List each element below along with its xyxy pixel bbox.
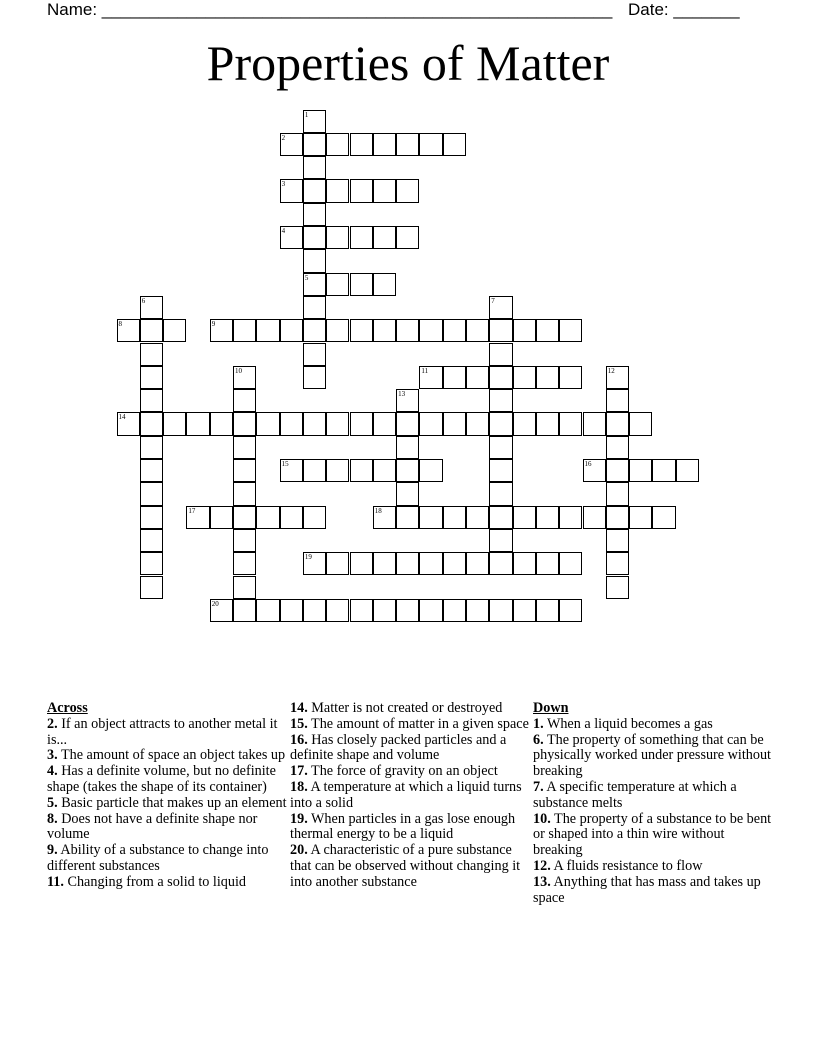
grid-cell[interactable] [489,506,512,529]
grid-cell[interactable] [513,366,536,389]
grid-cell[interactable] [280,319,303,342]
grid-cell[interactable] [326,319,349,342]
grid-cell[interactable] [559,366,582,389]
grid-cell[interactable] [117,412,140,435]
grid-cell[interactable] [280,459,303,482]
grid-cell[interactable] [396,599,419,622]
clue-number: 13 [398,390,406,399]
grid-cell[interactable] [396,552,419,575]
grid-cell[interactable] [186,506,209,529]
grid-cell[interactable] [513,412,536,435]
grid-cell[interactable] [419,506,442,529]
grid-cell[interactable] [303,133,326,156]
down-clue [533,875,773,907]
grid-cell[interactable] [373,506,396,529]
grid-cell[interactable] [466,552,489,575]
grid-cell[interactable] [303,296,326,319]
grid-cell[interactable] [536,412,559,435]
grid-cell[interactable] [489,366,512,389]
name-field-label: Name: ______________________________________________________ [47,0,613,19]
grid-cell[interactable] [606,552,629,575]
grid-cell[interactable] [303,599,326,622]
grid-cell[interactable] [280,226,303,249]
grid-cell[interactable] [629,459,652,482]
clue-text: The amount of matter in a given space [311,715,529,732]
clue-text: The amount of space an object takes up [60,747,286,764]
across-clue [290,812,530,844]
grid-cell[interactable] [489,389,512,412]
grid-cell[interactable] [513,599,536,622]
clue-num: 15. [290,715,308,732]
grid-cell[interactable] [489,412,512,435]
down-clue [533,717,773,733]
grid-cell[interactable] [629,412,652,435]
grid-cell[interactable] [303,110,326,133]
grid-cell[interactable] [350,319,373,342]
grid-cell[interactable] [233,319,256,342]
grid-cell[interactable] [233,552,256,575]
grid-cell[interactable] [326,273,349,296]
grid-cell[interactable] [303,156,326,179]
grid-cell[interactable] [280,599,303,622]
grid-cell[interactable] [350,179,373,202]
grid-cell[interactable] [396,319,419,342]
grid-cell[interactable] [443,412,466,435]
grid-cell[interactable] [350,412,373,435]
grid-cell[interactable] [210,506,233,529]
grid-cell[interactable] [303,366,326,389]
clue-num: 5. [47,794,58,811]
grid-cell[interactable] [419,319,442,342]
grid-cell[interactable] [256,319,279,342]
grid-cell[interactable] [233,599,256,622]
clue-text: When a liquid becomes a gas [546,715,713,732]
grid-cell[interactable] [489,343,512,366]
grid-cell[interactable] [466,366,489,389]
grid-cell[interactable] [559,552,582,575]
grid-cell[interactable] [303,343,326,366]
grid-cell[interactable] [536,506,559,529]
clue-num: 10. [533,810,551,827]
grid-cell[interactable] [326,599,349,622]
clue-num: 13. [533,873,551,890]
grid-cell[interactable] [326,552,349,575]
grid-cell[interactable] [489,459,512,482]
grid-cell[interactable] [396,179,419,202]
grid-cell[interactable] [466,319,489,342]
grid-cell[interactable] [256,599,279,622]
grid-cell[interactable] [583,412,606,435]
clue-text: Anything that has mass and takes up space [533,873,761,906]
grid-cell[interactable] [233,459,256,482]
grid-cell[interactable] [606,482,629,505]
clue-text: A temperature at which a liquid turns into a solid [290,778,522,811]
grid-cell[interactable] [559,599,582,622]
grid-cell[interactable] [350,459,373,482]
clue-num: 16. [290,731,308,748]
grid-cell[interactable] [233,506,256,529]
across-clue [290,701,530,717]
across-clues-continued [290,701,530,891]
clue-number: 6 [141,296,146,305]
grid-cell[interactable] [117,319,140,342]
across-clue [47,717,287,749]
across-clue [47,843,287,875]
clue-num: 7. [533,778,544,795]
grid-cell[interactable] [163,412,186,435]
grid-cell[interactable] [513,319,536,342]
clue-num: 4. [47,763,58,780]
grid-cell[interactable] [489,529,512,552]
clue-number: 16 [584,460,592,468]
clue-num: 2. [47,715,58,732]
clue-number: 12 [607,366,615,375]
grid-cell[interactable] [210,412,233,435]
grid-cell[interactable] [652,459,675,482]
grid-cell[interactable] [373,226,396,249]
grid-cell[interactable] [350,226,373,249]
grid-cell[interactable] [373,412,396,435]
grid-cell[interactable] [606,436,629,459]
grid-cell[interactable] [489,482,512,505]
grid-cell[interactable] [303,319,326,342]
grid-cell[interactable] [140,412,163,435]
grid-cell[interactable] [373,133,396,156]
grid-cell[interactable] [326,459,349,482]
grid-cell[interactable] [326,226,349,249]
page-title: Properties of Matter [206,35,610,91]
grid-cell[interactable] [280,179,303,202]
grid-cell[interactable] [466,412,489,435]
clue-number: 14 [118,413,126,422]
grid-cell[interactable] [489,552,512,575]
clue-number: 5 [304,273,309,282]
across-clue [290,733,530,765]
across-clue [290,780,530,812]
clue-num: 17. [290,763,308,780]
clue-text: The property of something that can be physically worked under pressure without breaking [533,731,771,780]
grid-cell[interactable] [419,599,442,622]
grid-cell[interactable] [536,599,559,622]
grid-cell[interactable] [303,273,326,296]
grid-cell[interactable] [652,506,675,529]
clue-num: 9. [47,842,58,859]
down-clue [533,812,773,859]
grid-cell[interactable] [303,506,326,529]
grid-cell[interactable] [350,133,373,156]
across-clue [47,875,287,891]
down-heading: Down [533,700,569,716]
across-clue [290,764,530,780]
clue-num: 14. [290,700,308,716]
clue-num: 6. [533,731,544,748]
grid-cell[interactable] [373,273,396,296]
clue-text: The property of a substance to be bent or shaped into a thin wire without breaking [533,810,772,859]
grid-cell[interactable] [629,506,652,529]
grid-cell[interactable] [606,506,629,529]
grid-cell[interactable] [233,366,256,389]
grid-cell[interactable] [419,366,442,389]
grid-cell[interactable] [676,459,699,482]
grid-cell[interactable] [419,552,442,575]
grid-cell[interactable] [373,319,396,342]
grid-cell[interactable] [419,459,442,482]
grid-cell[interactable] [583,506,606,529]
grid-cell[interactable] [559,319,582,342]
grid-cell[interactable] [186,412,209,435]
clue-text: A characteristic of a pure substance that can be observed without changing it into another substance [290,842,521,890]
clue-text: Matter is not created or destroyed [311,700,503,716]
grid-cell[interactable] [606,412,629,435]
grid-cell[interactable] [303,552,326,575]
clue-number: 9 [211,320,216,329]
grid-cell[interactable] [489,436,512,459]
grid-cell[interactable] [233,436,256,459]
grid-cell[interactable] [326,179,349,202]
grid-cell[interactable] [280,133,303,156]
grid-cell[interactable] [396,226,419,249]
clue-text: Has a definite volume, but no definite shape (takes the shape of its container) [47,763,276,795]
grid-cell[interactable] [256,412,279,435]
grid-cell[interactable] [233,529,256,552]
grid-cell[interactable] [140,389,163,412]
clue-number: 8 [118,320,122,329]
across-clue [47,748,287,764]
grid-cell[interactable] [443,552,466,575]
clue-text: If an object attracts to another metal it is... [47,715,278,748]
clue-number: 1 [304,110,309,119]
grid-cell[interactable] [350,599,373,622]
clue-num: 19. [290,810,308,827]
down-clue [533,859,773,875]
grid-cell[interactable] [373,599,396,622]
clue-text: A specific temperature at which a substance melts [533,778,737,811]
clue-num: 8. [47,810,58,827]
grid-cell[interactable] [140,552,163,575]
grid-cell[interactable] [489,319,512,342]
grid-cell[interactable] [140,482,163,505]
grid-cell[interactable] [606,366,629,389]
grid-cell[interactable] [373,552,396,575]
clue-text: The force of gravity on an object [311,763,498,780]
grid-cell[interactable] [373,179,396,202]
grid-cell[interactable] [443,599,466,622]
grid-cell[interactable] [303,412,326,435]
clue-number: 19 [304,553,312,562]
grid-cell[interactable] [303,249,326,272]
grid-cell[interactable] [396,412,419,435]
grid-cell[interactable] [606,389,629,412]
grid-cell[interactable] [140,459,163,482]
clue-num: 18. [290,778,308,795]
grid-cell[interactable] [256,506,279,529]
grid-cell[interactable] [583,459,606,482]
grid-cell[interactable] [140,529,163,552]
grid-cell[interactable] [396,506,419,529]
grid-cell[interactable] [536,366,559,389]
grid-cell[interactable] [396,389,419,412]
clue-number: 4 [281,227,286,235]
down-clues [533,701,773,906]
clue-text: Basic particle that makes up an element [61,794,287,811]
grid-cell[interactable] [466,599,489,622]
grid-cell[interactable] [443,506,466,529]
grid-cell[interactable] [396,436,419,459]
grid-cell[interactable] [233,482,256,505]
grid-cell[interactable] [350,273,373,296]
clue-num: 20. [290,842,308,859]
grid-cell[interactable] [396,482,419,505]
across-heading: Across [47,700,88,716]
grid-cell[interactable] [280,506,303,529]
clue-text: When particles in a gas lose enough thermal energy to be a liquid [290,810,516,843]
grid-cell[interactable] [443,366,466,389]
clue-number: 15 [281,460,289,468]
across-clue [47,764,287,796]
grid-cell[interactable] [536,552,559,575]
grid-cell[interactable] [303,459,326,482]
down-clue [533,780,773,812]
across-clue [47,796,287,812]
grid-cell[interactable] [140,343,163,366]
clue-number: 11 [421,366,429,375]
grid-cell[interactable] [210,599,233,622]
grid-cell[interactable] [396,459,419,482]
grid-cell[interactable] [559,506,582,529]
clue-number: 10 [235,366,242,375]
clue-number: 3 [281,180,286,189]
grid-cell[interactable] [396,133,419,156]
clue-text: A fluids resistance to flow [553,857,703,874]
across-clue [47,812,287,844]
grid-cell[interactable] [163,319,186,342]
clue-num: 12. [533,857,551,874]
grid-cell[interactable] [606,459,629,482]
clue-number: 18 [374,506,382,515]
grid-cell[interactable] [419,133,442,156]
grid-cell[interactable] [233,412,256,435]
grid-cell[interactable] [233,389,256,412]
clue-num: 1. [533,715,544,732]
grid-cell[interactable] [489,296,512,319]
grid-cell[interactable] [513,506,536,529]
grid-cell[interactable] [140,576,163,599]
grid-cell[interactable] [489,599,512,622]
grid-cell[interactable] [326,133,349,156]
clue-text: Ability of a substance to change into different substances [47,842,269,874]
down-clue [533,733,773,780]
grid-cell[interactable] [140,366,163,389]
clue-num: 11. [47,873,64,890]
clue-number: 7 [491,296,495,305]
grid-cell[interactable] [140,506,163,529]
across-clue [290,843,530,890]
grid-cell[interactable] [606,576,629,599]
clue-text: Has closely packed particles and a definite shape and volume [290,731,507,764]
across-clues [47,701,287,891]
grid-cell[interactable] [303,203,326,226]
grid-cell[interactable] [140,296,163,319]
grid-cell[interactable] [606,529,629,552]
grid-cell[interactable] [210,319,233,342]
grid-cell[interactable] [350,552,373,575]
grid-cell[interactable] [513,552,536,575]
grid-cell[interactable] [140,436,163,459]
across-clue [290,717,530,733]
grid-cell[interactable] [233,576,256,599]
grid-cell[interactable] [326,412,349,435]
clue-number: 20 [211,599,219,608]
grid-cell[interactable] [280,412,303,435]
grid-cell[interactable] [443,319,466,342]
clue-num: 3. [47,747,58,764]
grid-cell[interactable] [303,226,326,249]
clue-text: Does not have a definite shape nor volume [47,810,258,843]
grid-cell[interactable] [140,319,163,342]
date-field-label: Date: _______ [628,0,740,19]
grid-cell[interactable] [443,133,466,156]
grid-cell[interactable] [466,506,489,529]
grid-cell[interactable] [559,412,582,435]
grid-cell[interactable] [419,412,442,435]
grid-cell[interactable] [303,179,326,202]
clue-text: Changing from a solid to liquid [67,873,247,890]
grid-cell[interactable] [536,319,559,342]
clue-number: 2 [281,133,286,142]
grid-cell[interactable] [373,459,396,482]
clue-number: 17 [188,506,196,515]
